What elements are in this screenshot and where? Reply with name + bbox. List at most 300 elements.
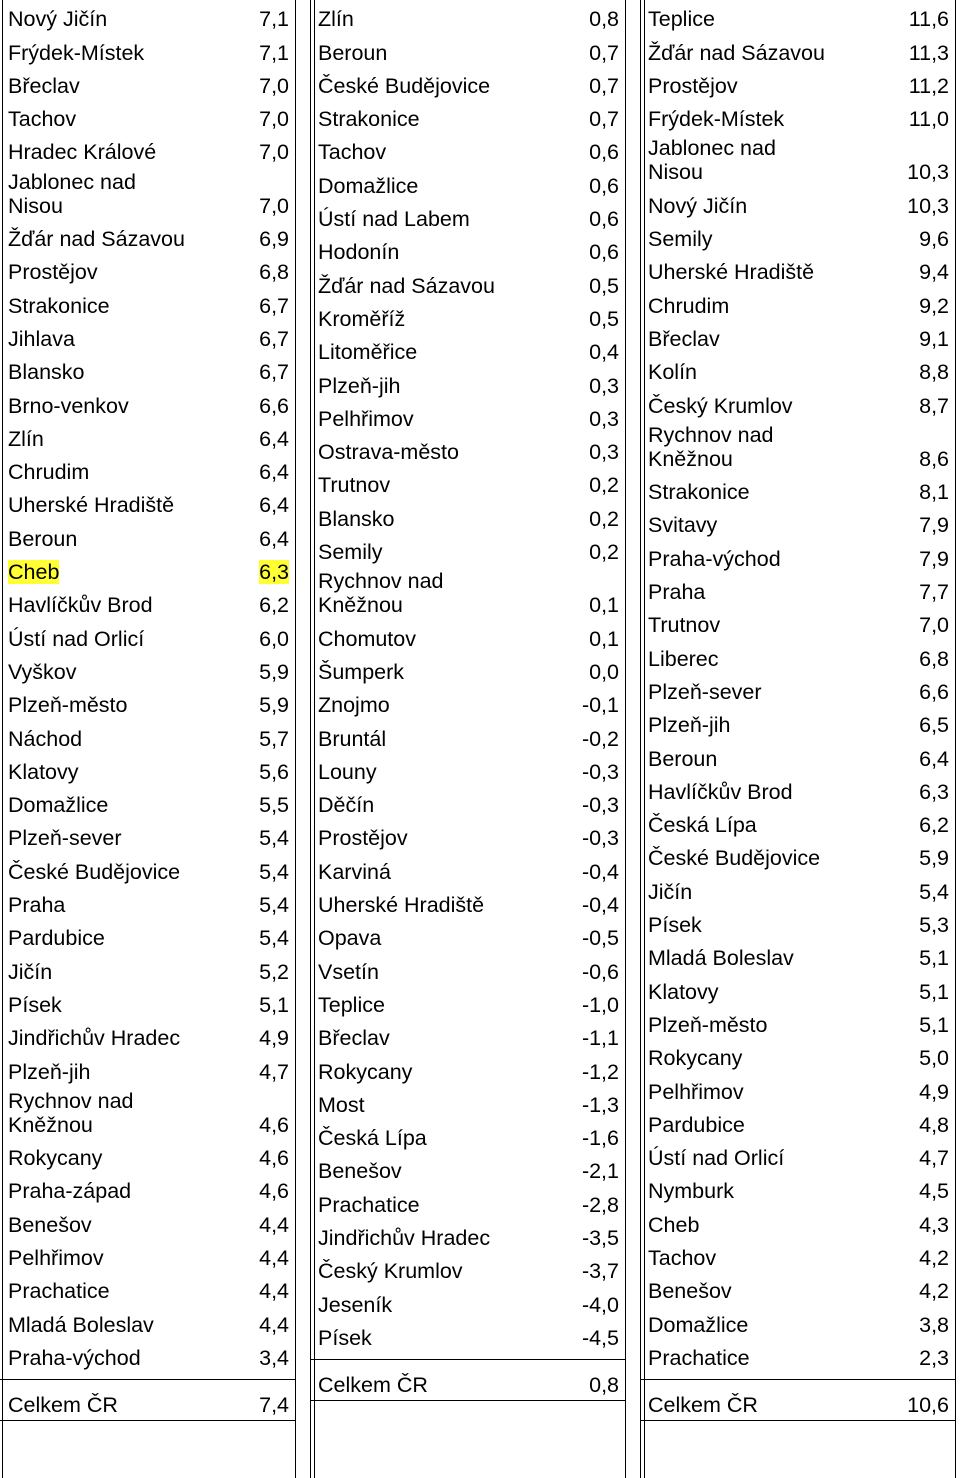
table-row: [0, 653, 295, 686]
district-name: Benešov: [318, 1159, 402, 1184]
table-row: [0, 420, 295, 453]
district-name: Chrudim: [648, 293, 730, 318]
district-value: 4,8: [919, 1112, 949, 1137]
district-value: 4,9: [919, 1079, 949, 1104]
table-row: [310, 366, 625, 399]
district-value: -0,3: [581, 759, 619, 784]
table-row: [0, 320, 295, 353]
district-name: Kroměříž: [318, 306, 406, 331]
table-row: [0, 220, 295, 253]
district-name: Jeseník: [318, 1292, 393, 1317]
district-value: 3,8: [919, 1312, 949, 1337]
district-name: Plzeň-jih: [8, 1059, 91, 1084]
table-row: [310, 852, 625, 885]
table-row: [640, 186, 955, 219]
table-row: [0, 1205, 295, 1238]
table-row: [640, 539, 955, 572]
district-name: Zlín: [318, 7, 354, 32]
district-name: Prostějov: [8, 260, 98, 285]
district-name: Brno-venkov: [8, 393, 129, 418]
district-value: 6,8: [259, 260, 289, 285]
table-row: [310, 533, 625, 566]
district-value: 11,6: [908, 7, 949, 32]
district-name: Ústí nad Labem: [318, 207, 470, 232]
district-name: Tachov: [8, 107, 77, 132]
district-value: 4,4: [259, 1212, 289, 1237]
district-name: Ostrava-město: [318, 440, 459, 465]
district-name: Havlíčkův Brod: [648, 779, 793, 804]
district-name: Český Krumlov: [648, 393, 793, 418]
district-name: Trutnov: [648, 613, 721, 638]
rule: [625, 0, 626, 1478]
table-row: [310, 1152, 625, 1185]
district-name: Rokycany: [318, 1059, 413, 1084]
table-row: [640, 639, 955, 672]
district-value: -0,5: [581, 926, 619, 951]
spacer-row: [310, 1352, 625, 1360]
district-name: Benešov: [648, 1279, 732, 1304]
district-value: 6,2: [919, 813, 949, 838]
district-value: 0,2: [589, 473, 619, 498]
district-value: -1,6: [581, 1126, 619, 1151]
district-name: Pelhřimov: [318, 406, 414, 431]
district-value: 0,3: [589, 440, 619, 465]
district-value: 4,9: [259, 1026, 289, 1051]
district-value: 0,5: [589, 306, 619, 331]
district-name: Mladá Boleslav: [8, 1312, 154, 1337]
table-row: [640, 1272, 955, 1305]
district-name: Beroun: [648, 746, 718, 771]
district-name: Domažlice: [648, 1312, 749, 1337]
district-name: Česká Lípa: [648, 813, 757, 838]
district-value: 5,9: [259, 693, 289, 718]
district-name: Strakonice: [648, 480, 750, 505]
table-row: [0, 919, 295, 952]
district-value: 5,1: [259, 992, 289, 1017]
district-value: 9,4: [919, 260, 949, 285]
table-row: [640, 806, 955, 839]
district-value: -1,3: [581, 1092, 619, 1117]
table-row: [640, 1205, 955, 1238]
panel-3: [640, 0, 955, 1478]
district-name: Zlín: [8, 426, 44, 451]
table-row: [0, 553, 295, 586]
table-row: [310, 653, 625, 686]
district-name: Plzeň-sever: [8, 826, 122, 851]
district-value: 6,3: [919, 779, 949, 804]
district-name: Plzeň-sever: [648, 679, 762, 704]
district-value: 8,1: [919, 480, 949, 505]
district-name: Nový Jičín: [8, 7, 108, 32]
district-value: 0,7: [589, 73, 619, 98]
district-value: 0,2: [589, 540, 619, 565]
panel-1: [0, 0, 295, 1478]
district-value: 10,3: [907, 160, 949, 185]
district-name: Prachatice: [8, 1279, 110, 1304]
district-name: Rokycany: [8, 1146, 103, 1171]
district-value: -0,4: [581, 893, 619, 918]
district-value: -0,2: [581, 726, 619, 751]
district-name: Klatovy: [648, 979, 719, 1004]
table-row: [640, 0, 955, 33]
district-value: 9,6: [919, 227, 949, 252]
district-value: 0,7: [589, 107, 619, 132]
table-row: [0, 1172, 295, 1205]
district-value: 0,8: [589, 7, 619, 32]
table-row: [310, 33, 625, 66]
district-name: Strakonice: [8, 293, 110, 318]
table-row: [310, 686, 625, 719]
table-row: [640, 133, 955, 186]
district-value: 4,5: [919, 1179, 949, 1204]
total-label: Celkem ČR: [640, 1379, 870, 1420]
district-value: 0,6: [589, 240, 619, 265]
district-name: Trutnov: [318, 473, 391, 498]
district-name: Plzeň-město: [648, 1012, 768, 1037]
district-value: -0,6: [581, 959, 619, 984]
district-value: 6,6: [259, 393, 289, 418]
district-name: Břeclav: [318, 1026, 390, 1051]
district-name: Hradec Králové: [8, 140, 157, 165]
district-value: 0,1: [589, 626, 619, 651]
district-name: Klatovy: [8, 759, 79, 784]
district-value: 6,7: [259, 293, 289, 318]
district-name: Praha-západ: [8, 1179, 132, 1204]
district-name: Blansko: [8, 360, 85, 385]
rule: [2, 0, 3, 1478]
district-name: Prostějov: [648, 73, 738, 98]
district-value: 6,4: [259, 460, 289, 485]
district-name: Děčín: [318, 793, 375, 818]
table-row: [310, 300, 625, 333]
table-row: [0, 453, 295, 486]
district-value: 4,2: [919, 1245, 949, 1270]
district-name: Bruntál: [318, 726, 387, 751]
district-name: Jablonec nad Nisou: [8, 169, 136, 218]
district-name: Beroun: [8, 526, 78, 551]
table-row: [640, 906, 955, 939]
district-value: 9,2: [919, 293, 949, 318]
table-row: [640, 100, 955, 133]
district-name: Frýdek-Místek: [648, 107, 785, 132]
district-name: Pardubice: [8, 926, 105, 951]
total-value: 7,4: [200, 1379, 295, 1420]
table-row: [640, 1006, 955, 1039]
table-row: [640, 939, 955, 972]
district-name: Šumperk: [318, 659, 405, 684]
district-value: 5,9: [919, 846, 949, 871]
table-row: [310, 499, 625, 532]
district-value: 5,1: [919, 979, 949, 1004]
table-row: [640, 1072, 955, 1105]
district-name: Kolín: [648, 360, 698, 385]
district-name: Jindřichův Hradec: [318, 1225, 491, 1250]
table-row: [0, 133, 295, 166]
district-value: 5,3: [919, 913, 949, 938]
district-value: 6,4: [259, 493, 289, 518]
district-name: Jablonec nad Nisou: [648, 136, 776, 185]
table-row: [310, 1119, 625, 1152]
district-value: -0,1: [581, 693, 619, 718]
table-row: [310, 952, 625, 985]
district-value: 5,4: [259, 926, 289, 951]
district-name: Vsetín: [318, 959, 379, 984]
district-value: -1,0: [581, 992, 619, 1017]
district-table-3: [640, 0, 955, 1421]
district-value: 6,4: [259, 426, 289, 451]
district-value: 0,5: [589, 273, 619, 298]
district-name: Jindřichův Hradec: [8, 1026, 181, 1051]
district-value: 6,5: [919, 713, 949, 738]
district-value: 6,4: [259, 526, 289, 551]
district-name: Domažlice: [8, 793, 109, 818]
district-name: Ústí nad Orlicí: [8, 626, 145, 651]
district-value: 6,9: [259, 227, 289, 252]
rule: [310, 0, 311, 1478]
table-row: [0, 67, 295, 100]
district-value: -1,1: [581, 1026, 619, 1051]
district-value: 7,0: [259, 73, 289, 98]
table-row: [0, 619, 295, 652]
district-value: 0,6: [589, 207, 619, 232]
district-value: 2,3: [919, 1345, 949, 1370]
district-name: Havlíčkův Brod: [8, 593, 153, 618]
district-value: 6,7: [259, 360, 289, 385]
district-name: Frýdek-Místek: [8, 40, 145, 65]
district-value: -4,0: [581, 1292, 619, 1317]
table-row: [0, 586, 295, 619]
table-row: [640, 286, 955, 319]
table-row: [310, 1019, 625, 1052]
table-row: [310, 566, 625, 619]
spacer-row: [0, 1372, 295, 1380]
table-row: [0, 786, 295, 819]
district-name: Jičín: [8, 959, 53, 984]
district-name: Most: [318, 1092, 365, 1117]
table-row: [0, 286, 295, 319]
table-row: [310, 1052, 625, 1085]
district-value: 4,4: [259, 1279, 289, 1304]
district-name: Beroun: [318, 40, 388, 65]
district-value: 6,6: [919, 679, 949, 704]
table-row: [640, 353, 955, 386]
district-name: Uherské Hradiště: [8, 493, 175, 518]
district-name: Nový Jičín: [648, 193, 748, 218]
district-value: 6,8: [919, 646, 949, 671]
total-row: [310, 1359, 625, 1400]
district-name: Jičín: [648, 879, 693, 904]
district-value: 4,4: [259, 1245, 289, 1270]
district-name: Semily: [318, 540, 383, 565]
table-row: [0, 100, 295, 133]
district-value: -1,2: [581, 1059, 619, 1084]
district-name: Český Krumlov: [318, 1259, 463, 1284]
spacer-row: [640, 1372, 955, 1380]
district-name: Uherské Hradiště: [318, 893, 485, 918]
table-row: [310, 400, 625, 433]
table-row: [640, 506, 955, 539]
total-value: 10,6: [870, 1379, 955, 1420]
table-row: [310, 919, 625, 952]
district-name: Břeclav: [8, 73, 80, 98]
district-value: 0,6: [589, 140, 619, 165]
district-name: Plzeň-jih: [318, 373, 401, 398]
table-row: [310, 1086, 625, 1119]
district-value: 11,2: [908, 73, 949, 98]
district-name: Rychnov nad Kněžnou: [8, 1088, 134, 1137]
district-value: 0,0: [589, 659, 619, 684]
district-value: 5,5: [259, 793, 289, 818]
table-row: [0, 1305, 295, 1338]
district-value: 7,9: [919, 546, 949, 571]
table-row: [310, 133, 625, 166]
district-name: Praha-východ: [648, 546, 781, 571]
table-row: [640, 606, 955, 639]
table-row: [310, 1285, 625, 1318]
district-name: Uherské Hradiště: [648, 260, 815, 285]
district-name: Liberec: [648, 646, 719, 671]
table-row: [0, 1052, 295, 1085]
district-value: 4,4: [259, 1312, 289, 1337]
district-name: Karviná: [318, 859, 391, 884]
district-value: 8,6: [919, 446, 949, 471]
district-name: Tachov: [318, 140, 387, 165]
table-row: [0, 519, 295, 552]
district-name: Praha: [648, 580, 706, 605]
table-row: [640, 739, 955, 772]
table-row: [310, 986, 625, 1019]
table-row: [310, 1319, 625, 1352]
district-name: Benešov: [8, 1212, 92, 1237]
table-row: [310, 886, 625, 919]
district-value: 9,1: [919, 326, 949, 351]
table-row: [0, 886, 295, 919]
district-name: Česká Lípa: [318, 1126, 427, 1151]
table-row: [640, 473, 955, 506]
table-row: [640, 839, 955, 872]
district-name: Opava: [318, 926, 382, 951]
district-value: 3,4: [259, 1345, 289, 1370]
district-name: Strakonice: [318, 107, 420, 132]
table-row: [0, 1272, 295, 1305]
district-value: 7,0: [259, 140, 289, 165]
district-name: Písek: [318, 1325, 372, 1350]
district-name: Litoměřice: [318, 340, 418, 365]
district-value: 6,7: [259, 326, 289, 351]
district-value: 0,3: [589, 373, 619, 398]
district-table-2: [310, 0, 625, 1401]
table-row: [640, 1305, 955, 1338]
district-name: Pelhřimov: [648, 1079, 744, 1104]
district-value: 5,1: [919, 946, 949, 971]
rule: [955, 0, 956, 1478]
district-name: Znojmo: [318, 693, 390, 718]
district-value: 4,7: [919, 1146, 949, 1171]
table-row: [640, 1239, 955, 1272]
district-value: 5,2: [259, 959, 289, 984]
table-row: [0, 753, 295, 786]
district-name: Cheb: [8, 560, 60, 585]
district-name: Prachatice: [648, 1345, 750, 1370]
table-row: [0, 819, 295, 852]
total-value: 0,8: [540, 1359, 625, 1400]
district-name: Svitavy: [648, 513, 718, 538]
table-row: [0, 166, 295, 219]
district-value: 7,9: [919, 513, 949, 538]
district-value: 0,7: [589, 40, 619, 65]
district-value: 5,0: [919, 1046, 949, 1071]
district-value: 5,1: [919, 1012, 949, 1037]
district-value: 11,3: [908, 40, 949, 65]
table-row: [640, 33, 955, 66]
district-name: Louny: [318, 759, 377, 784]
table-row: [0, 1086, 295, 1139]
district-value: 6,2: [259, 593, 289, 618]
table-row: [310, 266, 625, 299]
table-row: [640, 1339, 955, 1372]
table-row: [0, 719, 295, 752]
district-value: 7,0: [259, 193, 289, 218]
table-row: [0, 686, 295, 719]
district-value: 10,3: [907, 193, 949, 218]
table-row: [0, 852, 295, 885]
table-row: [0, 253, 295, 286]
district-name: České Budějovice: [318, 73, 491, 98]
panel-2: [310, 0, 625, 1478]
district-name: Ústí nad Orlicí: [648, 1146, 785, 1171]
district-value: 7,0: [259, 107, 289, 132]
table-row: [640, 386, 955, 419]
table-row: [640, 220, 955, 253]
district-name: Semily: [648, 227, 713, 252]
district-value: 0,6: [589, 173, 619, 198]
table-row: [640, 573, 955, 606]
district-value: -0,3: [581, 826, 619, 851]
district-value: 6,0: [259, 626, 289, 651]
district-value: 0,4: [589, 340, 619, 365]
table-row: [0, 1239, 295, 1272]
district-value: 4,6: [259, 1112, 289, 1137]
table-row: [0, 952, 295, 985]
district-name: Plzeň-jih: [648, 713, 731, 738]
district-name: Mladá Boleslav: [648, 946, 794, 971]
district-name: Praha: [8, 893, 66, 918]
table-row: [0, 1139, 295, 1172]
table-row: [310, 819, 625, 852]
table-row: [640, 1139, 955, 1172]
table-row: [640, 872, 955, 905]
district-value: -3,7: [581, 1259, 619, 1284]
table-row: [640, 1039, 955, 1072]
table-row: [310, 466, 625, 499]
table-row: [640, 706, 955, 739]
district-value: 7,0: [919, 613, 949, 638]
district-value: 4,2: [919, 1279, 949, 1304]
district-name: Prachatice: [318, 1192, 420, 1217]
district-value: 0,2: [589, 506, 619, 531]
table-row: [310, 200, 625, 233]
district-name: Břeclav: [648, 326, 720, 351]
district-value: 4,3: [919, 1212, 949, 1237]
table-row: [0, 386, 295, 419]
rule: [644, 0, 645, 1478]
district-value: 5,9: [259, 659, 289, 684]
district-value: -2,8: [581, 1192, 619, 1217]
district-name: Žďár nad Sázavou: [8, 227, 185, 252]
district-value: 5,4: [919, 879, 949, 904]
table-row: [310, 619, 625, 652]
table-row: [640, 253, 955, 286]
